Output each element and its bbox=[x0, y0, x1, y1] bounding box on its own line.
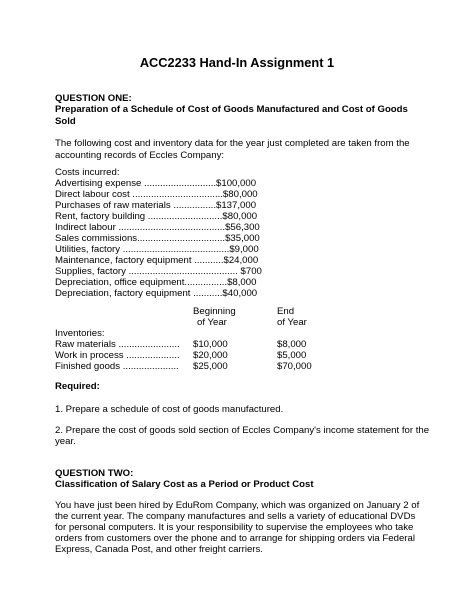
q2-subheading: Classification of Salary Cost as a Period or Product Cost bbox=[55, 479, 314, 490]
q1-intro: The following cost and inventory data for the year just completed are taken from the bbox=[55, 138, 410, 149]
col-header-end: End bbox=[277, 306, 295, 317]
inventory-end: $8,000 bbox=[277, 339, 307, 350]
col-header-beginning: Beginning bbox=[193, 306, 236, 317]
inventory-end: $5,000 bbox=[277, 350, 307, 361]
q2-para-line: for personal computers. It is your responsibility to supervise the employees who take bbox=[55, 522, 414, 533]
col-header-beginning-sub: of Year bbox=[197, 317, 227, 328]
q2-para-line: orders from customers over the phone and to arrange for shipping orders via Federal bbox=[55, 533, 415, 544]
inventory-row: Work in process .................... bbox=[55, 350, 180, 361]
q1-subheading-cont: Sold bbox=[55, 116, 76, 127]
cost-line: Advertising expense ...........................$100,000 bbox=[55, 178, 257, 189]
q1-intro-cont: accounting records of Eccles Company: bbox=[55, 150, 225, 161]
inventories-label: Inventories: bbox=[55, 328, 105, 339]
requirement-2: 2. Prepare the cost of goods sold section of Eccles Company's income statement for the bbox=[55, 425, 430, 436]
q2-heading: QUESTION TWO: bbox=[55, 468, 134, 479]
cost-line: Supplies, factory ......................................... $700 bbox=[55, 266, 262, 277]
cost-line: Utilities, factory ........................................$9,000 bbox=[55, 244, 259, 255]
inventory-beginning: $25,000 bbox=[193, 361, 228, 372]
cost-line: Maintenance, factory equipment ...........$24,000 bbox=[55, 255, 259, 266]
requirement-2-cont: year. bbox=[55, 436, 76, 447]
q1-heading: QUESTION ONE: bbox=[55, 93, 132, 104]
inventory-beginning: $10,000 bbox=[193, 339, 228, 350]
inventory-beginning: $20,000 bbox=[193, 350, 228, 361]
requirement-1: 1. Prepare a schedule of cost of goods manufactured. bbox=[55, 404, 284, 415]
inventory-row: Raw materials ....................... bbox=[55, 339, 180, 350]
cost-line: Rent, factory building ............................$80,000 bbox=[55, 211, 258, 222]
col-header-end-sub: of Year bbox=[277, 317, 307, 328]
q2-para-line: the current year. The company manufactures and sells a variety of educational DVDs bbox=[55, 511, 416, 522]
page-title: ACC2233 Hand-In Assignment 1 bbox=[139, 55, 335, 70]
q2-para-line: You have just been hired by EduRom Company, which was organized on January 2 of bbox=[55, 500, 420, 511]
cost-line: Depreciation, office equipment................$8,000 bbox=[55, 277, 257, 288]
cost-line: Sales commissions.................................$35,000 bbox=[55, 233, 260, 244]
cost-line: Depreciation, factory equipment ...........$40,000 bbox=[55, 288, 258, 299]
inventory-end: $70,000 bbox=[277, 361, 312, 372]
cost-line: Indirect labour ........................................$56,300 bbox=[55, 222, 260, 233]
q2-para-line: Express, Canada Post, and other freight carriers. bbox=[55, 544, 263, 555]
cost-line: Direct labour cost ..................................$80,000 bbox=[55, 189, 258, 200]
cost-line: Purchases of raw materials ................$137,000 bbox=[55, 200, 257, 211]
inventory-row: Finished goods ..................... bbox=[55, 361, 179, 372]
costs-label: Costs incurred: bbox=[55, 167, 120, 178]
q1-subheading: Preparation of a Schedule of Cost of Goods Manufactured and Cost of Goods bbox=[55, 104, 408, 115]
required-label: Required: bbox=[55, 381, 100, 392]
